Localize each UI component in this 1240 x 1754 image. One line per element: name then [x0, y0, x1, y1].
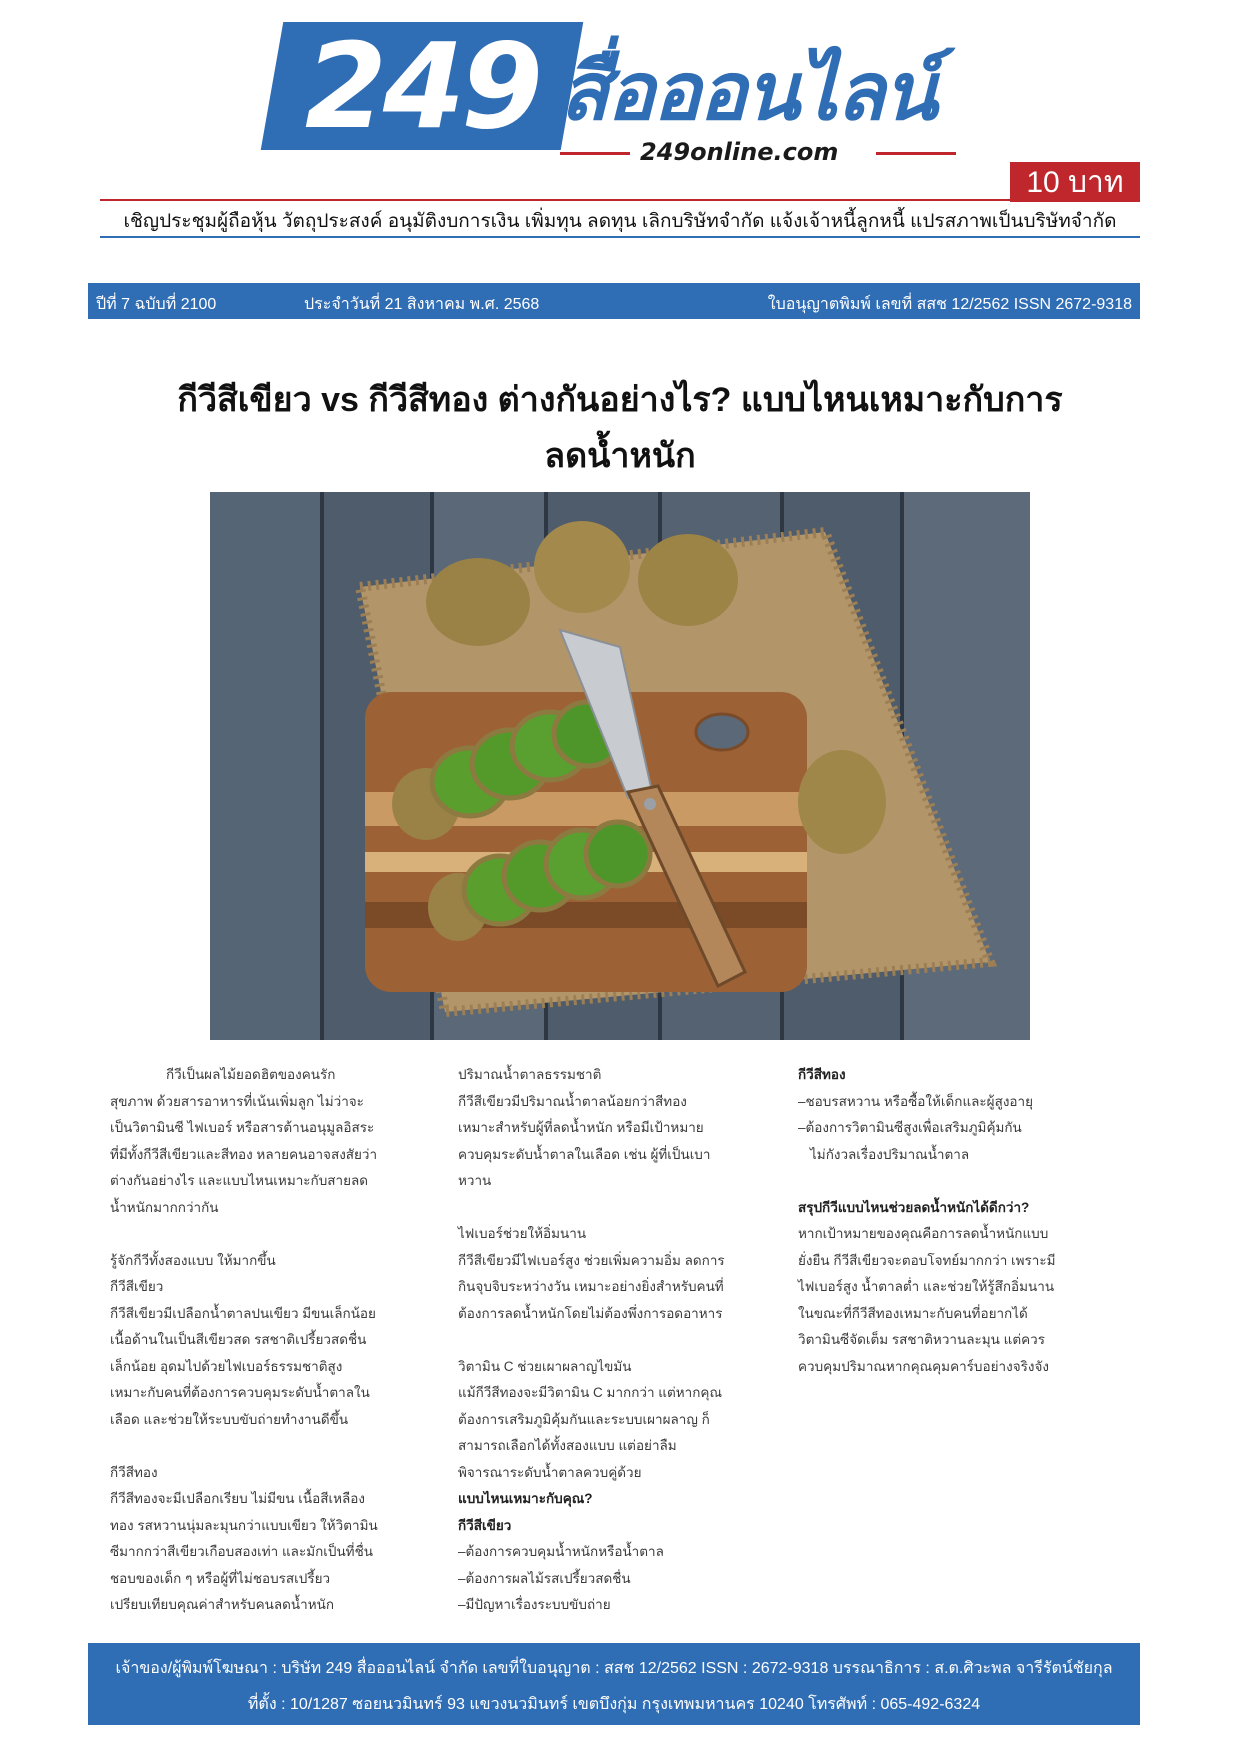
price-badge: 10 บาท	[1010, 162, 1140, 202]
green-point: –มีปัญหาเรื่องระบบขับถ่าย	[458, 1597, 611, 1612]
headline-line-1: กีวีสีเขียว vs กีวีสีทอง ต่างกันอย่างไร? แบบไหนเหมาะกับการ	[177, 381, 1063, 419]
green-point: –ต้องการควบคุมน้ำหนักหรือน้ำตาล	[458, 1544, 664, 1559]
article-column-3	[798, 1062, 1066, 1380]
issue-license: ใบอนุญาตพิมพ์ เลขที่ สสช 12/2562 ISSN 2672-9318	[767, 296, 1132, 313]
gold-points-heading: กีวีสีทอง	[798, 1067, 846, 1082]
which-heading: แบบไหนเหมาะกับคุณ?	[458, 1491, 593, 1506]
article-column-1	[110, 1062, 378, 1619]
masthead-blue-rule	[100, 236, 1140, 238]
summary-paragraph: หากเป้าหมายของคุณคือการลดน้ำหนักแบบยั่งยืน กีวีสีเขียวจะตอบโจทย์มากกว่า เพราะมีไฟเบอร์สูง น้ำตาลต่ำ และช่วยให้รู้สึกอิ่มนาน ในขณะที่กีวีสีทองเหมาะกับคนที่อยากได้วิตามินซีจัดเต็ม รสชาติหวานละมุน แต่ควรควบคุมปริมาณหากคุณคุมคาร์บอย่างจริงจัง	[798, 1226, 1056, 1374]
gold-point: ไม่กังวลเรื่องปริมาณน้ำตาล	[810, 1146, 970, 1162]
issue-date: ประจำวันที่ 21 สิงหาคม พ.ศ. 2568	[304, 296, 540, 313]
fiber-paragraph: กีวีสีเขียวมีไฟเบอร์สูง ช่วยเพิ่มความอิ่ม ลดการกินจุบจิบระหว่างวัน เหมาะอย่างยิ่งสำหรับคนที่ต้องการลดน้ำหนักโดยไม่ต้องพึ่งการอดอาหาร	[458, 1252, 725, 1321]
gold-point: –ชอบรสหวาน หรือซื้อให้เด็กและผู้สูงอายุ	[798, 1093, 1034, 1109]
green-label: กีวีสีเขียว	[110, 1279, 164, 1294]
vitc-heading: วิตามิน C ช่วยเผาผลาญไขมัน	[458, 1358, 632, 1374]
logo-url-rule-left	[560, 152, 630, 155]
green-points-heading: กีวีสีเขียว	[458, 1517, 512, 1533]
footer-publisher: เจ้าของ/ผู้พิมพ์โฆษณา : บริษัท 249 สื่อออนไลน์ จำกัด เลขที่ใบอนุญาต : สสช 12/2562 ISSN : 2672-9318 บรรณาธิการ : ส.ต.ศิวะพล จารีรัตน์ชัยกุล	[115, 1660, 1113, 1677]
gold-paragraph: กีวีสีทองจะมีเปลือกเรียบ ไม่มีขน เนื้อสีเหลืองทอง รสหวานนุ่มละมุนกว่าแบบเขียว ให้วิตามินซีมากกว่าสีเขียวเกือบสองเท่า และมักเป็นที่ชื่นชอบของเด็ก ๆ หรือผู้ที่ไม่ชอบรสเปรี้ยว	[110, 1491, 378, 1586]
logo-number: 249	[304, 17, 540, 155]
article-column-2	[458, 1062, 726, 1619]
masthead-red-rule	[100, 199, 1140, 201]
services-tagline: เชิญประชุมผู้ถือหุ้น วัตถุประสงค์ อนุมัติงบการเงิน เพิ่มทุน ลดทุน เลิกบริษัทจำกัด แจ้งเจ้าหนี้ลูกหนี้ แปรสภาพเป็นบริษัทจำกัด	[123, 211, 1117, 232]
issue-bar	[88, 283, 1140, 319]
footer-address: ที่ตั้ง : 10/1287 ซอยนวมินทร์ 93 แขวงนวมินทร์ เขตบึงกุ่ม กรุงเทพมหานคร 10240 โทรศัพท์ : 065-492-6324	[247, 1696, 981, 1713]
kiwi-photo-illustration	[210, 492, 1030, 1040]
masthead	[0, 0, 1240, 232]
gold-label: กีวีสีทอง	[110, 1464, 158, 1480]
green-paragraph: กีวีสีเขียวมีเปลือกน้ำตาลปนเขียว มีขนเล็กน้อย เนื้อด้านในเป็นสีเขียวสด รสชาติเปรี้ยวสดชื่นเล็กน้อย อุดมไปด้วยไฟเบอร์ธรรมชาติสูง เหมาะกับคนที่ต้องการควบคุมระดับน้ำตาลในเลือด และช่วยให้ระบบขับถ่ายทำงานดีขึ้น	[110, 1305, 376, 1427]
know-heading: รู้จักกีวีทั้งสองแบบ ให้มากขึ้น	[110, 1252, 276, 1268]
issue-number: ปีที่ 7 ฉบับที่ 2100	[96, 296, 217, 313]
gold-point: –ต้องการวิตามินซีสูงเพื่อเสริมภูมิคุ้มกัน	[798, 1120, 1022, 1135]
green-point: –ต้องการผลไม้รสเปรี้ยวสดชื่น	[458, 1570, 631, 1586]
intro-paragraph: กีวีเป็นผลไม้ยอดฮิตของคนรักสุขภาพ ด้วยสารอาหารที่เน้นเพิ่มลูก ไม่ว่าจะเป็นวิตามินซี ไฟเบอร์ หรือสารต้านอนุมูลอิสระ ที่มีทั้งกีวีสีเขียวและสีทอง หลายคนอาจสงสัยว่าต่างกันอย่างไร และแบบไหนเหมาะกับสายลดน้ำหนักมากกว่ากัน	[110, 1067, 378, 1215]
sugar-heading: ปริมาณน้ำตาลธรรมชาติ	[458, 1067, 602, 1082]
vitc-paragraph: แม้กีวีสีทองจะมีวิตามิน C มากกว่า แต่หากคุณต้องการเสริมภูมิคุ้มกันและระบบเผาผลาญ ก็สามารถเลือกได้ทั้งสองแบบ แต่อย่าลืมพิจารณาระดับน้ำตาลควบคู่ด้วย	[458, 1385, 722, 1480]
summary-heading: สรุปกีวีแบบไหนช่วยลดน้ำหนักได้ดีกว่า?	[798, 1199, 1030, 1215]
logo-url: 249online.com	[640, 138, 839, 166]
fiber-heading: ไฟเบอร์ช่วยให้อิ่มนาน	[458, 1226, 587, 1241]
compare-line: เปรียบเทียบคุณค่าสำหรับคนลดน้ำหนัก	[110, 1597, 335, 1612]
headline-line-2: ลดน้ำหนัก	[544, 437, 696, 475]
logo-text: สื่อออนไลน์	[560, 45, 936, 138]
footer	[88, 1643, 1140, 1725]
article-photo	[210, 492, 1030, 1040]
logo-number-block	[261, 17, 584, 155]
logo-url-rule-right	[876, 152, 956, 155]
sugar-paragraph: กีวีสีเขียวมีปริมาณน้ำตาลน้อยกว่าสีทอง เหมาะสำหรับผู้ที่ลดน้ำหนัก หรือมีเป้าหมายควบคุมระดับน้ำตาลในเลือด เช่น ผู้ที่เป็นเบาหวาน	[458, 1093, 711, 1188]
article-headline	[100, 372, 1140, 484]
